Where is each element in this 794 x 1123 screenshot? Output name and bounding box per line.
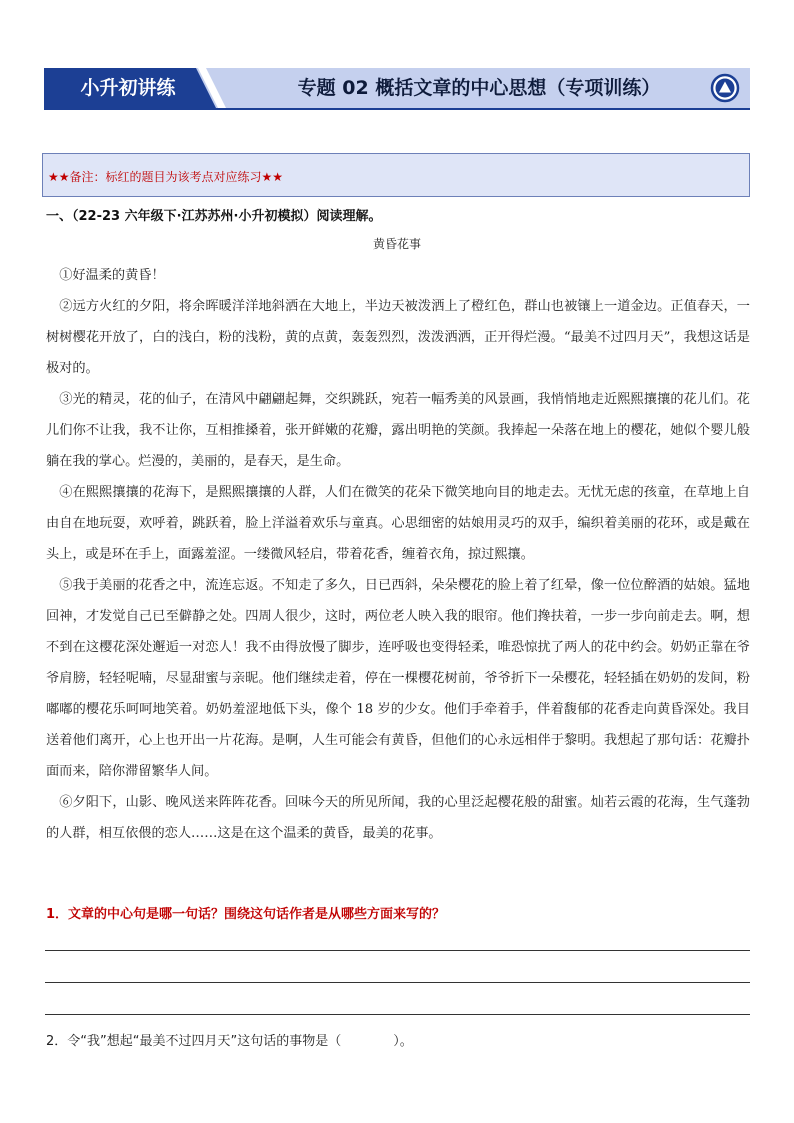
up-triangle-icon (710, 73, 740, 103)
paragraph-3: ③光的精灵，花的仙子，在清风中翩翩起舞，交织跳跃，宛若一幅秀美的风景画，我悄悄地走近熙熙攘攘的花儿们。花儿们你不让我，我不让你，互相推搡着，张开鲜嫩的花瓣，露出明艳的笑颜。我捧起一朵落在地上的樱花，她似个婴儿般躺在我的掌心。烂漫的，美丽的，是春天，是生命。 (46, 392, 750, 469)
note-text: ★★备注：标红的题目为该考点对应练习★★ (48, 170, 284, 184)
paragraph-6: ⑥夕阳下，山影、晚风送来阵阵花香。回味今天的所见所闻，我的心里泛起樱花般的甜蜜。灿若云霞的花海，生气蓬勃的人群，相互依偎的恋人……这是在这个温柔的黄昏，最美的花事。 (46, 795, 750, 841)
answer-line[interactable] (45, 982, 750, 983)
topic-header (44, 68, 750, 110)
page-title: 专题 02 概括文章的中心思想（专项训练） (297, 77, 661, 99)
header-tag: 小升初讲练 (80, 77, 176, 99)
section-heading: 一、（22-23 六年级下·江苏苏州·小升初模拟）阅读理解。 (46, 209, 382, 224)
answer-line[interactable] (45, 1014, 750, 1015)
question-2: 2．令“我”想起“最美不过四月天”这句话的事物是（ ）。 (46, 1034, 413, 1049)
question-1: 1．文章的中心句是哪一句话？围绕这句话作者是从哪些方面来写的？ (46, 907, 446, 922)
note-box (42, 153, 750, 197)
essay-title: 黄昏花事 (372, 237, 421, 251)
paragraph-4: ④在熙熙攘攘的花海下，是熙熙攘攘的人群，人们在微笑的花朵下微笑地向目的地走去。无忧无虑的孩童，在草地上自由自在地玩耍，欢呼着，跳跃着，脸上洋溢着欢乐与童真。心思细密的姑娘用灵巧的双手，编织着美丽的花环，或是戴在头上，或是环在手上，面露羞涩。一缕微风轻启，带着花香，缠着衣角，掠过熙攘。 (46, 485, 750, 562)
answer-line[interactable] (45, 950, 750, 951)
passage (46, 260, 750, 849)
paragraph-2: ②远方火红的夕阳，将余晖暖洋洋地斜洒在大地上，半边天被泼洒上了橙红色，群山也被镶上一道金边。正值春天，一树树樱花开放了，白的浅白，粉的浅粉，黄的点黄，轰轰烈烈，泼泼洒洒，正开得烂漫。“最美不过四月天”，我想这话是极对的。 (46, 299, 750, 376)
paragraph-5: ⑤我于美丽的花香之中，流连忘返。不知走了多久，日已西斜，朵朵樱花的脸上着了红晕，像一位位醉酒的姑娘。猛地回神，才发觉自己已至僻静之处。四周人很少，这时，两位老人映入我的眼帘。他们搀扶着，一步一步向前走去。啊，想不到在这樱花深处邂逅一对恋人！我不由得放慢了脚步，连呼吸也变得轻柔，唯恐惊扰了两人的花中约会。奶奶正靠在爷爷肩膀，轻轻呢喃，尽显甜蜜与亲昵。他们继续走着，停在一棵樱花树前，爷爷折下一朵樱花，轻轻插在奶奶的发间，粉嘟嘟的樱花乐呵呵地笑着。奶奶羞涩地低下头，像个 18 岁的少女。他们手牵着手，伴着馥郁的花香走向黄昏深处。我目送着他们离开，心上也开出一片花海。是啊，人生可能会有黄昏，但他们的心永远相伴于黎明。我想起了那句话：花瓣扑面而来，陪你滞留繁华人间。 (46, 578, 750, 779)
paragraph-1: ①好温柔的黄昏！ (59, 268, 165, 283)
